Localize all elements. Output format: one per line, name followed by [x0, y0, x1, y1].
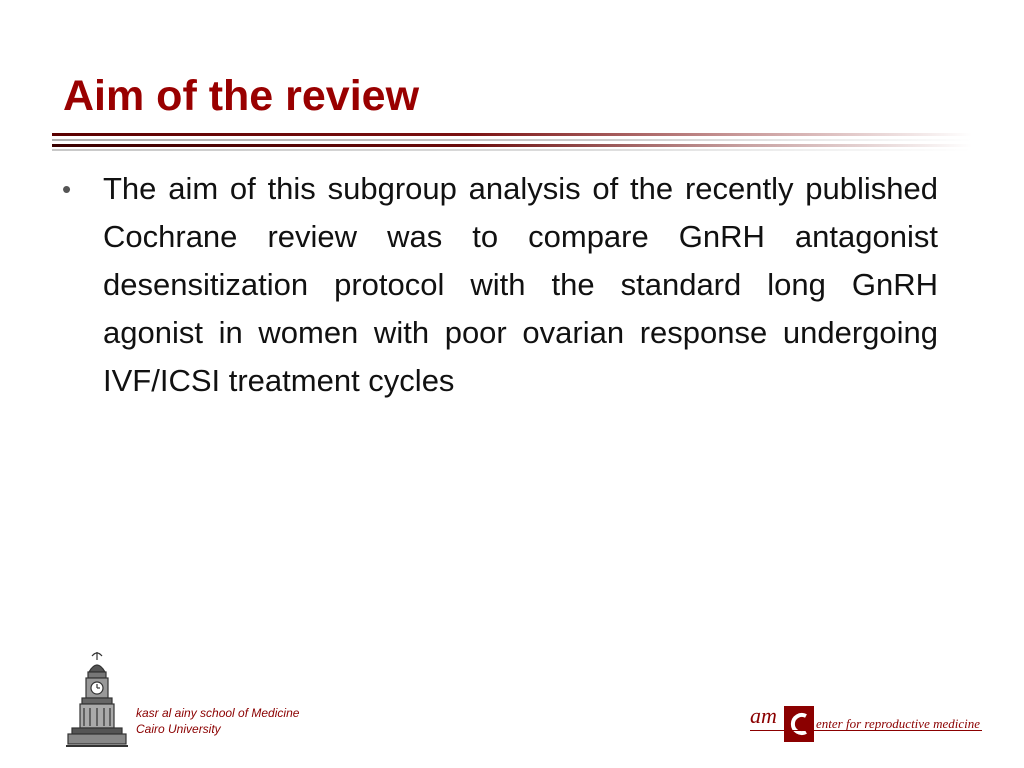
divider-line — [52, 139, 972, 141]
clock-tower-icon — [62, 650, 132, 750]
bullet-list — [62, 165, 938, 405]
divider-line — [52, 149, 972, 151]
slide-title: Aim of the review — [63, 72, 420, 120]
school-line-1: kasr al ainy school of Medicine — [136, 706, 300, 720]
divider-line — [52, 133, 972, 136]
title-divider — [52, 133, 972, 151]
bullet-text: The aim of this subgroup analysis of the recently published Cochrane review was to compare GnRH antagonist desensitization protocol with the standard long GnRH agonist in women with poor ovarian response undergoing IVF/ICSI treatment cycles — [103, 171, 938, 398]
logo-am-text: am — [750, 703, 777, 728]
bullet-item — [62, 165, 938, 405]
logo-center-text: enter for reproductive medicine — [816, 716, 981, 731]
footer-center-logo — [750, 702, 990, 750]
logo-c-icon — [784, 706, 814, 742]
school-line-2: Cairo University — [136, 722, 221, 736]
divider-line — [52, 144, 972, 147]
bullet-icon: • — [62, 174, 72, 204]
school-name — [136, 705, 299, 737]
footer-school — [62, 650, 362, 760]
